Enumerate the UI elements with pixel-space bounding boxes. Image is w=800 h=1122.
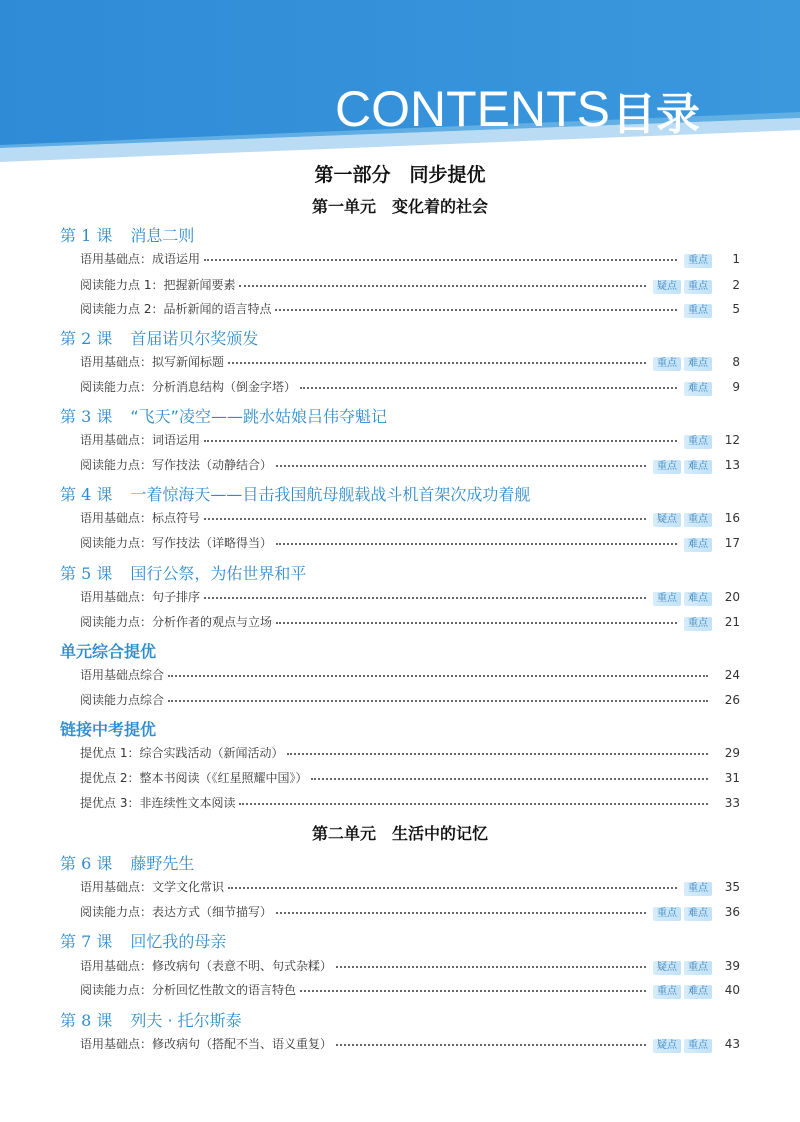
entry-label: 阅读能力点：写作技法（动静结合） [80,455,276,475]
toc-entry[interactable] [0,902,800,922]
leader-dots [228,362,646,364]
entry-label: 阅读能力点综合 [80,690,168,710]
toc-entry[interactable] [0,533,800,553]
lesson-heading[interactable] [60,482,530,505]
page-number: 20 [724,590,740,604]
entry-label: 语用基础点：成语运用 [80,249,204,269]
tag-badge: 难点 [684,460,712,474]
toc-entry[interactable] [0,956,800,976]
leader-dots [336,1044,646,1046]
tag-badge: 重点 [684,617,712,631]
entry-tags [650,590,712,606]
lesson-title: 列夫 · 托尔斯泰 [130,1011,242,1030]
entry-label: 阅读能力点：写作技法（详略得当） [80,533,276,553]
entry-label: 提优点 3：非连续性文本阅读 [80,793,239,813]
entry-label: 语用基础点：句子排序 [80,587,204,607]
toc-entry[interactable] [0,508,800,528]
page-number: 36 [724,905,740,919]
tag-badge: 重点 [653,907,681,921]
page-number: 31 [724,771,740,785]
toc-entry[interactable] [0,793,800,813]
page-number: 12 [724,433,740,447]
tag-badge: 难点 [684,382,712,396]
page-number: 16 [724,511,740,525]
page-number: 29 [724,746,740,760]
tag-badge: 重点 [684,280,712,294]
lesson-heading[interactable] [60,561,306,584]
lesson-title: 藤野先生 [130,854,195,873]
entry-label: 提优点 1：综合实践活动（新闻活动） [80,743,287,763]
lesson-number: 第 5 课 [60,564,113,583]
leader-dots [204,440,677,442]
tag-badge: 难点 [684,538,712,552]
lesson-number: 第 6 课 [60,854,113,873]
leader-dots [239,285,646,287]
section-heading[interactable]: 链接中考提优 [60,720,157,739]
leader-dots [275,309,677,311]
toc-entry[interactable] [0,352,800,372]
tag-badge: 难点 [684,357,712,371]
page-number: 17 [724,536,740,550]
toc-entry[interactable] [0,430,800,450]
entry-label: 语用基础点：修改病句（搭配不当、语义重复） [80,1034,336,1054]
unit-title-1: 第一单元 变化着的社会 [311,197,488,216]
entry-label: 语用基础点：拟写新闻标题 [80,352,228,372]
entry-label: 语用基础点：标点符号 [80,508,204,528]
lesson-title: 消息二则 [130,226,195,245]
entry-label: 语用基础点：词语运用 [80,430,204,450]
tag-badge: 难点 [684,592,712,606]
entry-tags [681,252,712,268]
entry-tags [650,355,712,371]
tag-badge: 难点 [684,985,712,999]
lesson-title: 国行公祭，为佑世界和平 [130,564,307,583]
entry-tags [681,615,712,631]
page-number: 43 [724,1037,740,1051]
leader-dots [239,803,708,805]
lesson-number: 第 3 课 [60,407,113,426]
lesson-heading[interactable] [60,326,258,349]
toc-entry[interactable] [0,299,800,319]
toc-entry[interactable] [0,455,800,475]
entry-label: 阅读能力点 2：品析新闻的语言特点 [80,299,275,319]
leader-dots [300,990,646,992]
entry-tags [650,959,712,975]
header-banner [0,0,800,165]
leader-dots [168,700,708,702]
entry-label: 阅读能力点：分析消息结构（倒金字塔） [80,377,300,397]
tag-badge: 重点 [684,435,712,449]
tag-badge: 疑点 [653,961,681,975]
part-title: 第一部分 同步提优 [314,164,486,186]
page-number: 21 [724,615,740,629]
entry-tags [650,458,712,474]
lesson-heading[interactable] [60,223,194,246]
lesson-number: 第 7 课 [60,932,113,951]
section-heading[interactable]: 单元综合提优 [60,642,157,661]
tag-badge: 重点 [684,304,712,318]
lesson-title: “飞天”凌空——跳水姑娘吕伟夺魁记 [130,407,387,426]
tag-badge: 难点 [684,907,712,921]
lesson-heading[interactable] [60,404,387,427]
tag-badge: 重点 [653,357,681,371]
entry-tags [681,880,712,896]
tag-badge: 重点 [684,882,712,896]
page-number: 39 [724,959,740,973]
leader-dots [300,387,677,389]
toc-entry[interactable] [0,587,800,607]
toc-entry[interactable] [0,377,800,397]
entry-tags [681,433,712,449]
page-number: 13 [724,458,740,472]
entry-tags [650,983,712,999]
entry-label: 提优点 2：整本书阅读（《红星照耀中国》） [80,768,311,788]
entry-tags [650,278,712,294]
tag-badge: 重点 [684,1039,712,1053]
leader-dots [168,675,708,677]
leader-dots [276,622,677,624]
entry-label: 阅读能力点 1：把握新闻要素 [80,275,239,295]
leader-dots [287,753,708,755]
lesson-title: 首届诺贝尔奖颁发 [130,329,259,348]
toc-entry[interactable] [0,743,800,763]
page-number: 40 [724,983,740,997]
tag-badge: 疑点 [653,513,681,527]
entry-label: 语用基础点：文学文化常识 [80,877,228,897]
tag-badge: 重点 [653,985,681,999]
page-number: 1 [732,252,740,266]
toc-entry[interactable] [0,665,800,685]
leader-dots [311,778,708,780]
tag-badge: 重点 [684,513,712,527]
toc-entry[interactable] [0,249,800,269]
lesson-number: 第 1 课 [60,226,113,245]
leader-dots [204,259,677,261]
entry-label: 阅读能力点：分析回忆性散文的语言特色 [80,980,300,1000]
leader-dots [276,543,677,545]
tag-badge: 疑点 [653,280,681,294]
tag-badge: 重点 [653,460,681,474]
lesson-number: 第 8 课 [60,1011,113,1030]
leader-dots [276,465,646,467]
page-number: 5 [732,302,740,316]
toc-entry[interactable] [0,877,800,897]
toc-entry[interactable] [0,980,800,1000]
page-number: 9 [732,380,740,394]
lesson-heading[interactable] [60,1008,242,1031]
tag-badge: 重点 [653,592,681,606]
entry-label: 阅读能力点：表达方式（细节描写） [80,902,276,922]
leader-dots [204,518,646,520]
toc-entry[interactable] [0,612,800,632]
mulu-heading: 目录 [612,89,700,140]
toc-entry[interactable] [0,1034,800,1054]
tag-badge: 疑点 [653,1039,681,1053]
lesson-heading[interactable] [60,851,194,874]
leader-dots [336,966,646,968]
page-number: 24 [724,668,740,682]
leader-dots [276,912,646,914]
entry-tags [650,905,712,921]
lesson-heading[interactable] [60,929,226,952]
lesson-title: 回忆我的母亲 [130,932,227,951]
tag-badge: 重点 [684,254,712,268]
leader-dots [204,597,646,599]
contents-heading: CONTENTS [335,81,610,137]
entry-tags [681,536,712,552]
entry-tags [681,380,712,396]
page-number: 35 [724,880,740,894]
page-number: 33 [724,796,740,810]
lesson-number: 第 4 课 [60,485,113,504]
unit-title-2: 第二单元 生活中的记忆 [311,824,488,843]
entry-tags [681,302,712,318]
entry-label: 语用基础点：修改病句（表意不明、句式杂糅） [80,956,336,976]
entry-label: 阅读能力点：分析作者的观点与立场 [80,612,276,632]
entry-tags [650,1037,712,1053]
page-number: 2 [732,278,740,292]
lesson-title: 一着惊海天——目击我国航母舰载战斗机首架次成功着舰 [130,485,531,504]
toc-entry[interactable] [0,275,800,295]
leader-dots [228,887,677,889]
lesson-number: 第 2 课 [60,329,113,348]
toc-entry[interactable] [0,690,800,710]
toc-entry[interactable] [0,768,800,788]
page-number: 26 [724,693,740,707]
entry-tags [650,511,712,527]
entry-label: 语用基础点综合 [80,665,168,685]
tag-badge: 重点 [684,961,712,975]
page-number: 8 [732,355,740,369]
